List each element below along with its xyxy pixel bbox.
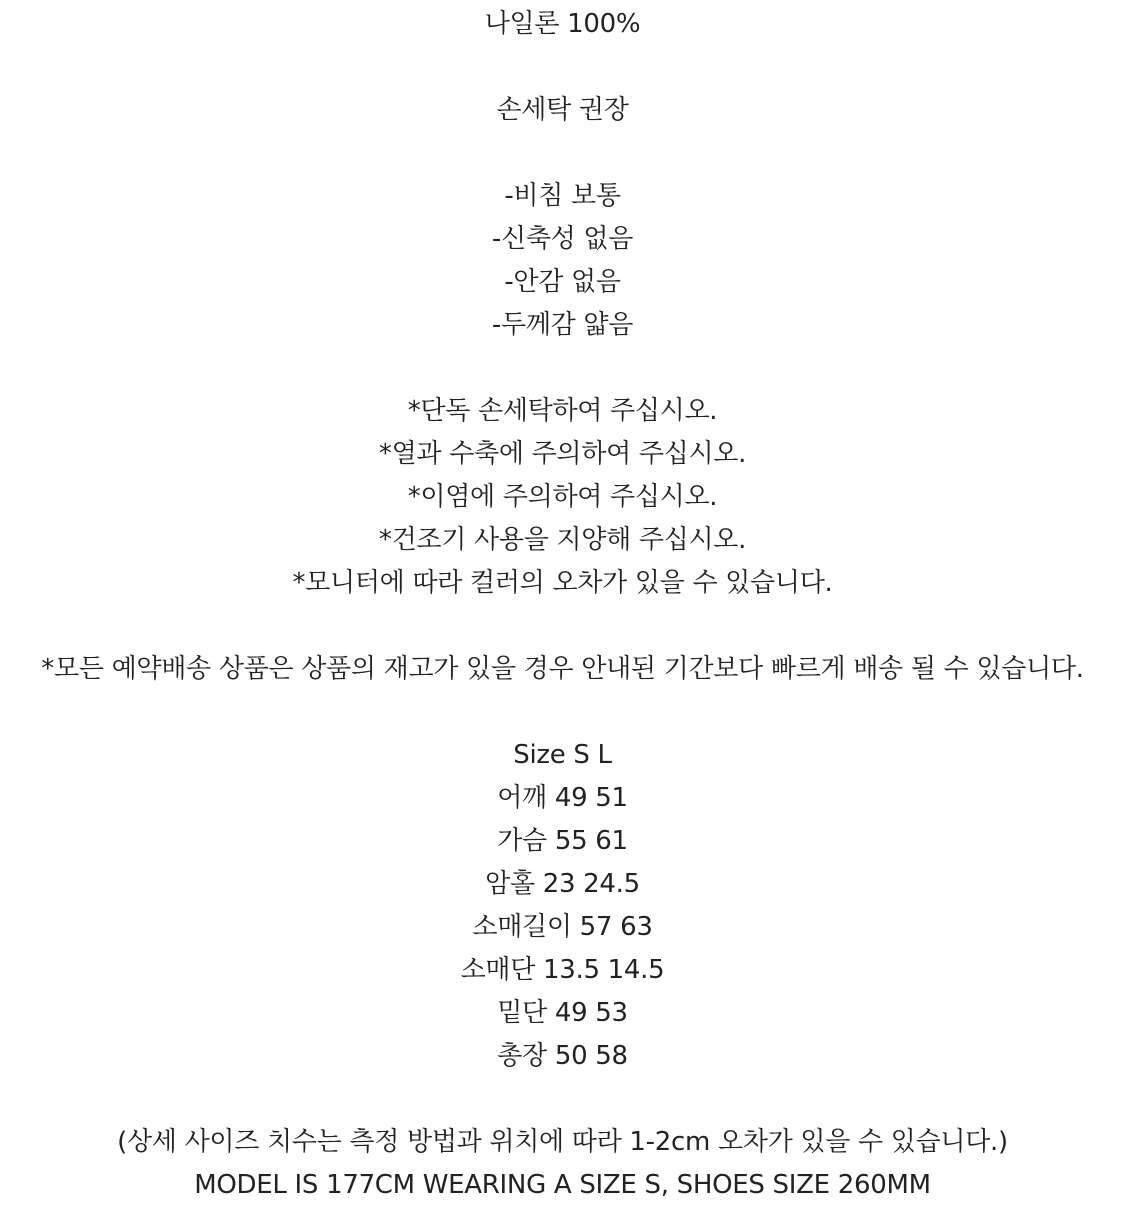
size-row: Size S L xyxy=(513,740,612,770)
spacer xyxy=(0,1078,1125,1121)
size-row: 밑단 49 53 xyxy=(497,998,628,1028)
model-info: MODEL IS 177CM WEARING A SIZE S, SHOES SIZE 260MM xyxy=(194,1170,931,1200)
preorder-notice: *모든 예약배송 상품은 상품의 재고가 있을 경우 안내된 기간보다 빠르게 배송 될 수 있습니다. xyxy=(41,654,1084,684)
spacer xyxy=(0,691,1125,734)
wash-text: 손세탁 권장 xyxy=(496,95,629,125)
size-row: 총장 50 58 xyxy=(497,1041,628,1071)
size-row: 암홀 23 24.5 xyxy=(485,869,640,899)
properties-list xyxy=(0,175,1125,347)
spacer xyxy=(0,46,1125,89)
care-item: *건조기 사용을 지양해 주십시오. xyxy=(378,525,747,555)
size-row: 가슴 55 61 xyxy=(497,826,628,856)
size-row: 어깨 49 51 xyxy=(497,783,628,813)
care-item: *이염에 주의하여 주십시오. xyxy=(407,482,718,512)
size-row: 소매단 13.5 14.5 xyxy=(460,955,665,985)
size-table xyxy=(0,734,1125,1078)
care-list xyxy=(0,390,1125,605)
care-item: *열과 수축에 주의하여 주십시오. xyxy=(378,439,747,469)
size-note: (상세 사이즈 치수는 측정 방법과 위치에 따라 1-2cm 오차가 있을 수 있습니다.) xyxy=(117,1127,1008,1157)
care-item: *모니터에 따라 컬러의 오차가 있을 수 있습니다. xyxy=(292,568,833,598)
spacer xyxy=(0,132,1125,175)
property-item: -두께감 얇음 xyxy=(491,310,634,340)
property-item: -신축성 없음 xyxy=(491,224,634,254)
property-item: -안감 없음 xyxy=(504,267,621,297)
spacer xyxy=(0,605,1125,648)
spacer xyxy=(0,347,1125,390)
material-text: 나일론 100% xyxy=(484,9,641,39)
size-row: 소매길이 57 63 xyxy=(472,912,653,942)
property-item: -비침 보통 xyxy=(504,181,621,211)
care-item: *단독 손세탁하여 주십시오. xyxy=(407,396,718,426)
